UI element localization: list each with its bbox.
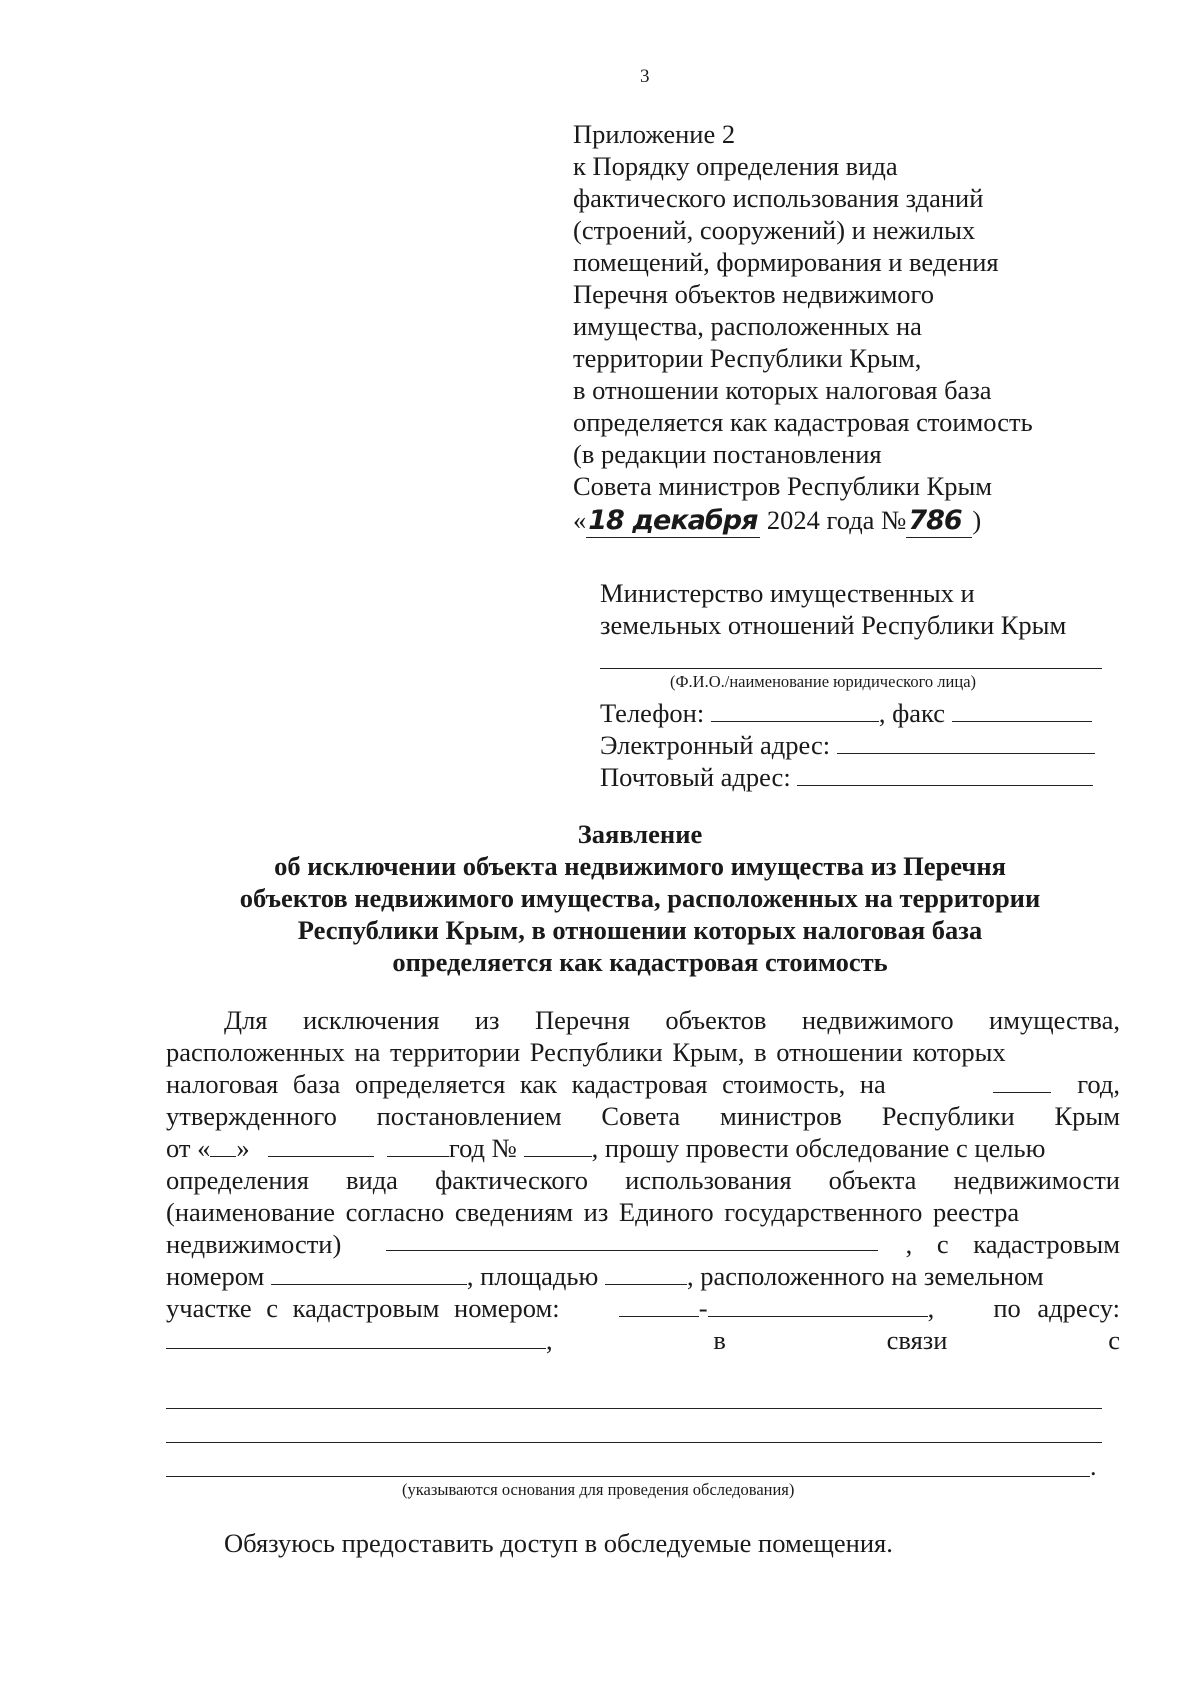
word: постановлением: [376, 1101, 562, 1131]
date-year-text: 2024 года №: [766, 505, 907, 535]
text: -: [698, 1293, 708, 1323]
paragraph-line: расположенных на территории Республики Крым, в отношении которых: [166, 1037, 1006, 1067]
addressee-line1: Министерство имущественных и: [600, 578, 975, 608]
word: Для: [224, 1005, 268, 1035]
reason-caption: (указываются основания для проведения обследования): [402, 1480, 795, 1499]
annex-block: [573, 118, 1033, 538]
word: недвижимости: [953, 1165, 1120, 1195]
word: имущества,: [989, 1005, 1120, 1035]
word: объекта: [828, 1165, 917, 1195]
year-blank: [993, 1070, 1051, 1093]
text: , расположенного на земельном: [686, 1261, 1044, 1291]
paragraph-line: [166, 1100, 1120, 1132]
address-blank: [166, 1326, 546, 1349]
statement-paragraph: [166, 1004, 1120, 1356]
word: фактического: [435, 1165, 589, 1195]
word: определения: [166, 1165, 309, 1195]
annex-line: к Порядку определения вида: [573, 151, 898, 181]
post-label: Почтовый адрес:: [600, 762, 791, 792]
annex-line: определяется как кадастровая стоимость: [573, 407, 1033, 437]
document-subtitle: об исключении объекта недвижимого имущества из Перечня: [274, 851, 1006, 881]
annex-line: имущества, расположенных на: [573, 311, 922, 341]
reason-line-end: .: [1090, 1452, 1097, 1481]
word: исключения: [302, 1005, 440, 1035]
text: , прошу провести обследование с целью: [591, 1133, 1046, 1163]
address-fill: [166, 1324, 553, 1356]
document-subtitle: Республики Крым, в отношении которых налоговая база: [297, 915, 983, 945]
word: объектов: [665, 1005, 767, 1035]
obligation-text: Обязуюсь предоставить доступ в обследуемые помещения.: [224, 1528, 893, 1558]
text: номером: [166, 1261, 265, 1291]
phone-blank: [711, 699, 879, 722]
text: ,: [546, 1325, 553, 1355]
paragraph-line: [166, 1228, 1120, 1260]
land-cadastral-blank-2: [708, 1294, 928, 1317]
text: в: [713, 1325, 726, 1355]
paragraph-line: [166, 1132, 1120, 1164]
phone-row: [600, 698, 1092, 729]
annex-line: помещений, формирования и ведения: [573, 247, 999, 277]
word: использования: [625, 1165, 792, 1195]
annex-line: в отношении которых налоговая база: [573, 375, 992, 405]
text: налоговая база определяется как кадастровая стоимость, на: [166, 1069, 886, 1099]
page-number: 3: [640, 66, 650, 87]
month-blank: [268, 1134, 374, 1157]
word: министров: [719, 1101, 842, 1131]
annex-date-line: [573, 504, 1033, 538]
name-underline: [600, 668, 1102, 669]
word: недвижимого: [801, 1005, 954, 1035]
name-caption: (Ф.И.О./наименование юридического лица): [670, 672, 977, 691]
post-blank: [797, 763, 1093, 786]
email-blank: [837, 731, 1095, 754]
fax-label: , факс: [878, 698, 946, 728]
annex-line: Приложение 2: [573, 119, 736, 149]
object-name-blank: [386, 1228, 878, 1251]
text: участке с кадастровым номером:: [166, 1293, 560, 1323]
word: Совета: [601, 1101, 681, 1131]
email-label: Электронный адрес:: [600, 730, 831, 760]
post-row: [600, 762, 1093, 793]
cadastral-number-blank: [271, 1262, 467, 1285]
paragraph-line: [166, 1004, 1120, 1036]
word: из: [474, 1005, 500, 1035]
annex-line: территории Республики Крым,: [573, 343, 922, 373]
date-open-quote: «: [573, 505, 587, 535]
word: Крым: [1054, 1101, 1120, 1131]
paragraph-line: (наименование согласно сведениям из Единого государственного реестра: [166, 1197, 1020, 1227]
resolution-number-blank: [524, 1134, 592, 1157]
text: , с кадастровым: [905, 1229, 1120, 1259]
text: по адресу:: [993, 1293, 1120, 1323]
annex-line: (в редакции постановления: [573, 439, 882, 469]
year2-blank: [387, 1134, 449, 1157]
document-title: Заявление: [577, 819, 703, 849]
word: Республики: [881, 1101, 1015, 1131]
text: , площадью: [466, 1261, 599, 1291]
word: утвержденного: [166, 1101, 337, 1131]
annex-line: Перечня объектов недвижимого: [573, 279, 934, 309]
fax-blank: [952, 699, 1092, 722]
text: »: [236, 1133, 250, 1163]
annex-line: (строений, сооружений) и нежилых: [573, 215, 976, 245]
text: год,: [1077, 1069, 1120, 1099]
paragraph-line: [166, 1164, 1120, 1196]
reason-line: [166, 1442, 1102, 1443]
annex-line: фактического использования зданий: [573, 183, 984, 213]
text: недвижимости): [166, 1229, 342, 1259]
email-row: [600, 730, 1095, 761]
text: от «: [166, 1133, 211, 1163]
land-cadastral-blank-1: [619, 1294, 699, 1317]
handwritten-date: 18 декабря: [586, 505, 760, 538]
paragraph-line: [166, 1068, 1120, 1100]
document-subtitle: объектов недвижимого имущества, расположенных на территории: [239, 883, 1041, 913]
addressee-line2: земельных отношений Республики Крым: [600, 610, 1067, 640]
paragraph-line: [166, 1260, 1120, 1292]
reason-line: [166, 1476, 1090, 1477]
word: Перечня: [534, 1005, 630, 1035]
paragraph-line: [166, 1324, 1120, 1356]
day-blank: [210, 1134, 236, 1157]
date-close: ): [972, 505, 982, 535]
annex-line: Совета министров Республики Крым: [573, 471, 993, 501]
area-blank: [605, 1262, 687, 1285]
text: год №: [448, 1133, 517, 1163]
reason-line: [166, 1408, 1102, 1409]
text: с: [1108, 1325, 1120, 1355]
paragraph-line: [166, 1292, 1120, 1324]
text: ,: [927, 1293, 935, 1323]
year-fill: [993, 1068, 1120, 1100]
land-cadastral-fill: [619, 1292, 934, 1324]
text: связи: [886, 1325, 948, 1355]
phone-label: Телефон:: [600, 698, 705, 728]
handwritten-number: 786: [906, 505, 972, 538]
word: вида: [346, 1165, 398, 1195]
document-subtitle: определяется как кадастровая стоимость: [392, 947, 888, 977]
